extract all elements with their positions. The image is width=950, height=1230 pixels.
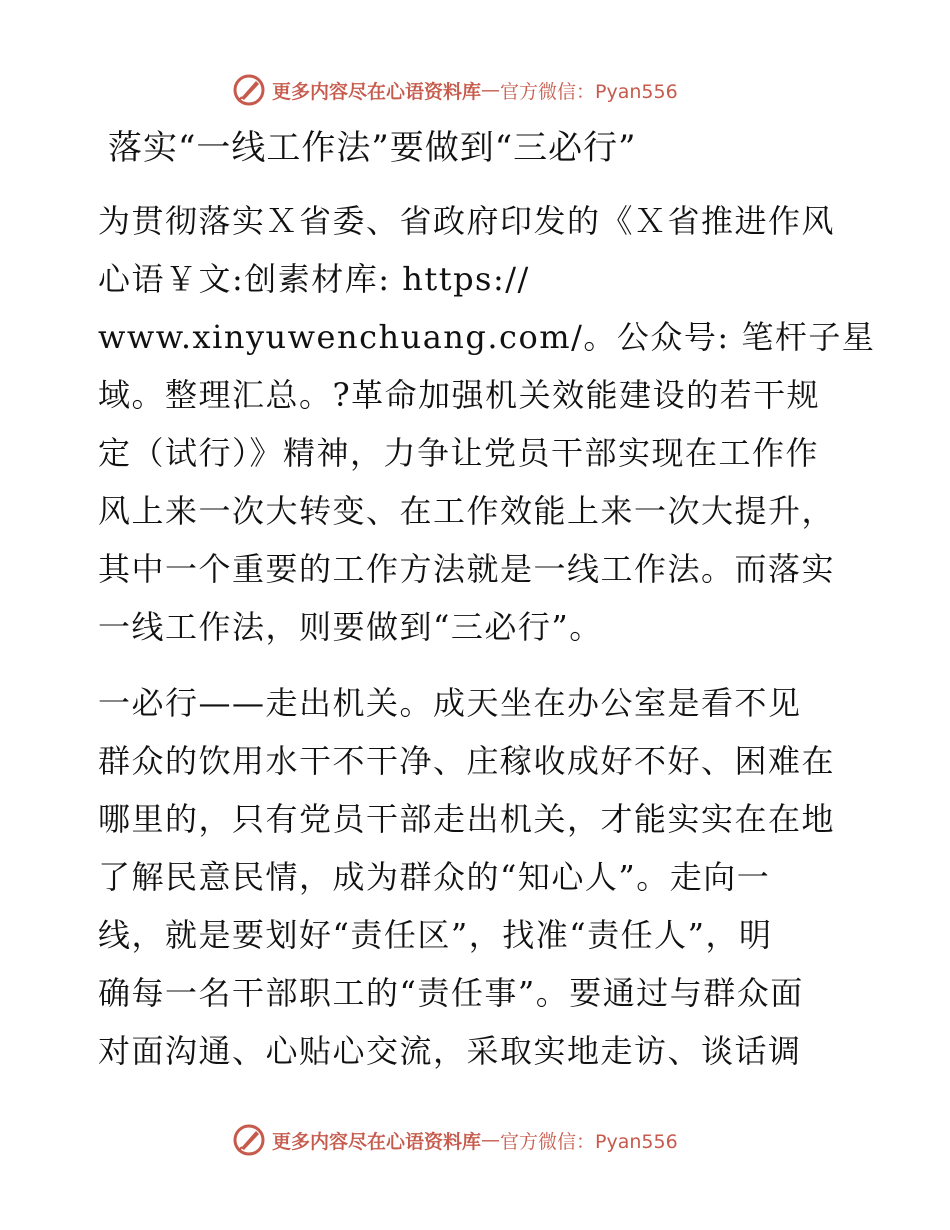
- text-line: 一必行——走出机关。成天坐在办公室是看不见: [98, 684, 802, 722]
- watermark-dash: —: [481, 79, 501, 101]
- text-line: 其中一个重要的工作方法就是一线工作法。而落实: [98, 550, 836, 588]
- text-line: 了解民意民情，成为群众的“知心人”。走向一: [98, 858, 771, 896]
- document-title: 落实“一线工作法”要做到“三必行”: [108, 128, 637, 168]
- header-watermark: [232, 72, 732, 108]
- watermark-text: 更多内容尽在心语资料库: [272, 80, 482, 103]
- text-line: 为贯彻落实Ｘ省委、省政府印发的《Ｘ省推进作风: [98, 202, 836, 240]
- text-line: 对面沟通、心贴心交流，采取实地走访、谈话调: [98, 1032, 802, 1070]
- watermark-dash: —: [481, 1129, 501, 1151]
- text-line: 一线工作法，则要做到“三必行”。: [98, 608, 603, 646]
- text-line: 线，就是要划好“责任区”，找准“责任人”，明: [98, 916, 773, 954]
- text-line: 确每一名干部职工的“责任事”。要通过与群众面: [98, 974, 804, 1012]
- text-line: 定（试行）》精神，力争让党员干部实现在工作作: [98, 434, 820, 472]
- text-line: 哪里的，只有党员干部走出机关，才能实实在在地: [98, 800, 836, 838]
- quill-logo-icon: [232, 73, 266, 107]
- text-line: 风上来一次大转变、在工作效能上来一次大提升，: [98, 492, 836, 530]
- text-line: 群众的饮用水干不干净、庄稼收成好不好、困难在: [98, 742, 836, 780]
- watermark-wechat: 官方微信：Pyan556: [500, 1130, 678, 1153]
- quill-logo-icon: [232, 1123, 266, 1157]
- text-line: 域。整理汇总。?革命加强机关效能建设的若干规: [98, 376, 821, 414]
- text-line: www.xinyuwenchuang.com/。公众号: 笔杆子星: [98, 318, 876, 356]
- text-line: 心语￥文:创素材库: https://: [98, 260, 530, 298]
- watermark-text: 更多内容尽在心语资料库: [272, 1130, 482, 1153]
- footer-watermark: [232, 1122, 732, 1158]
- watermark-wechat: 官方微信：Pyan556: [500, 80, 678, 103]
